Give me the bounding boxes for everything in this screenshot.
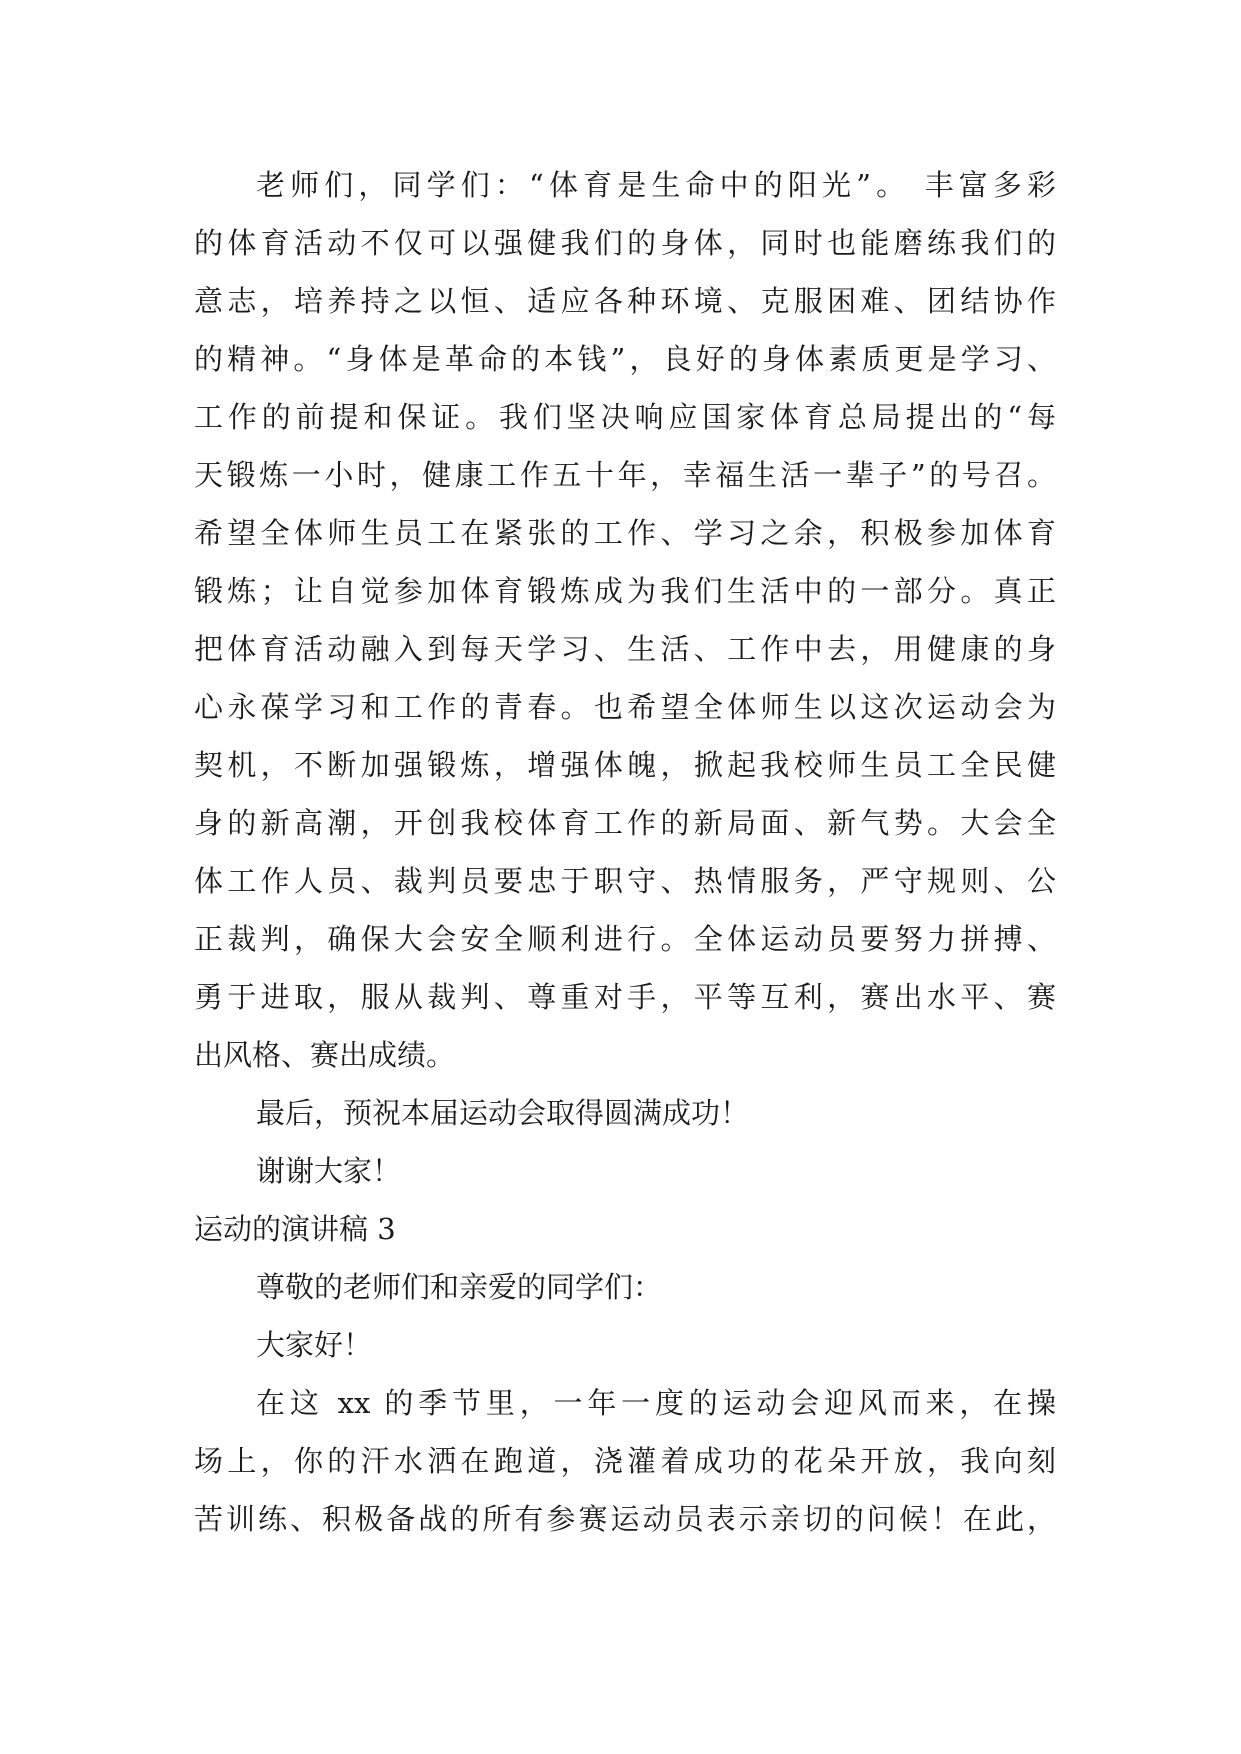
text-line: 的精神。“身体是革命的本钱”，良好的身体素质更是学习、 bbox=[194, 342, 1056, 376]
text-line: 正裁判，确保大会安全顺利进行。全体运动员要努力拼搏、 bbox=[194, 922, 1056, 956]
text-line: 出风格、赛出成绩。 bbox=[194, 1038, 456, 1072]
text-line: 天锻炼一小时，健康工作五十年，幸福生活一辈子”的号召。 bbox=[194, 458, 1056, 492]
text-line: 勇于进取，服从裁判、尊重对手，平等互利，赛出水平、赛 bbox=[194, 980, 1056, 1014]
text-line: 的体育活动不仅可以强健我们的身体，同时也能磨练我们的 bbox=[194, 226, 1056, 260]
text-line: 老师们，同学们：“体育是生命中的阳光”。 丰富多彩 bbox=[256, 168, 1056, 202]
text-line: 希望全体师生员工在紧张的工作、学习之余，积极参加体育 bbox=[194, 516, 1056, 550]
section-heading: 运动的演讲稿 3 bbox=[194, 1212, 396, 1246]
text-line: 体工作人员、裁判员要忠于职守、热情服务，严守规则、公 bbox=[194, 864, 1056, 898]
closing-wish-line: 最后，预祝本届运动会取得圆满成功！ bbox=[256, 1096, 750, 1130]
speech-text-body bbox=[194, 156, 1056, 1548]
text-line: 苦训练、积极备战的所有参赛运动员表示亲切的问候！在此， bbox=[194, 1502, 1056, 1536]
greeting-line: 大家好！ bbox=[256, 1328, 373, 1362]
text-line: 身的新高潮，开创我校体育工作的新局面、新气势。大会全 bbox=[194, 806, 1056, 840]
text-line: 契机，不断加强锻炼，增强体魄，掀起我校师生员工全民健 bbox=[194, 748, 1056, 782]
text-line: 锻炼；让自觉参加体育锻炼成为我们生活中的一部分。真正 bbox=[194, 574, 1056, 608]
salutation-line: 尊敬的老师们和亲爱的同学们： bbox=[256, 1270, 663, 1304]
text-line: 把体育活动融入到每天学习、生活、工作中去，用健康的身 bbox=[194, 632, 1056, 666]
thanks-line: 谢谢大家！ bbox=[256, 1154, 402, 1188]
text-line: 心永葆学习和工作的青春。也希望全体师生以这次运动会为 bbox=[194, 690, 1056, 724]
text-line: 在这 xx 的季节里，一年一度的运动会迎风而来，在操 bbox=[256, 1386, 1056, 1420]
text-line: 场上，你的汗水洒在跑道，浇灌着成功的花朵开放，我向刻 bbox=[194, 1444, 1056, 1478]
text-line: 意志，培养持之以恒、适应各种环境、克服困难、团结协作 bbox=[194, 284, 1056, 318]
text-line: 工作的前提和保证。我们坚决响应国家体育总局提出的“每 bbox=[194, 400, 1056, 434]
